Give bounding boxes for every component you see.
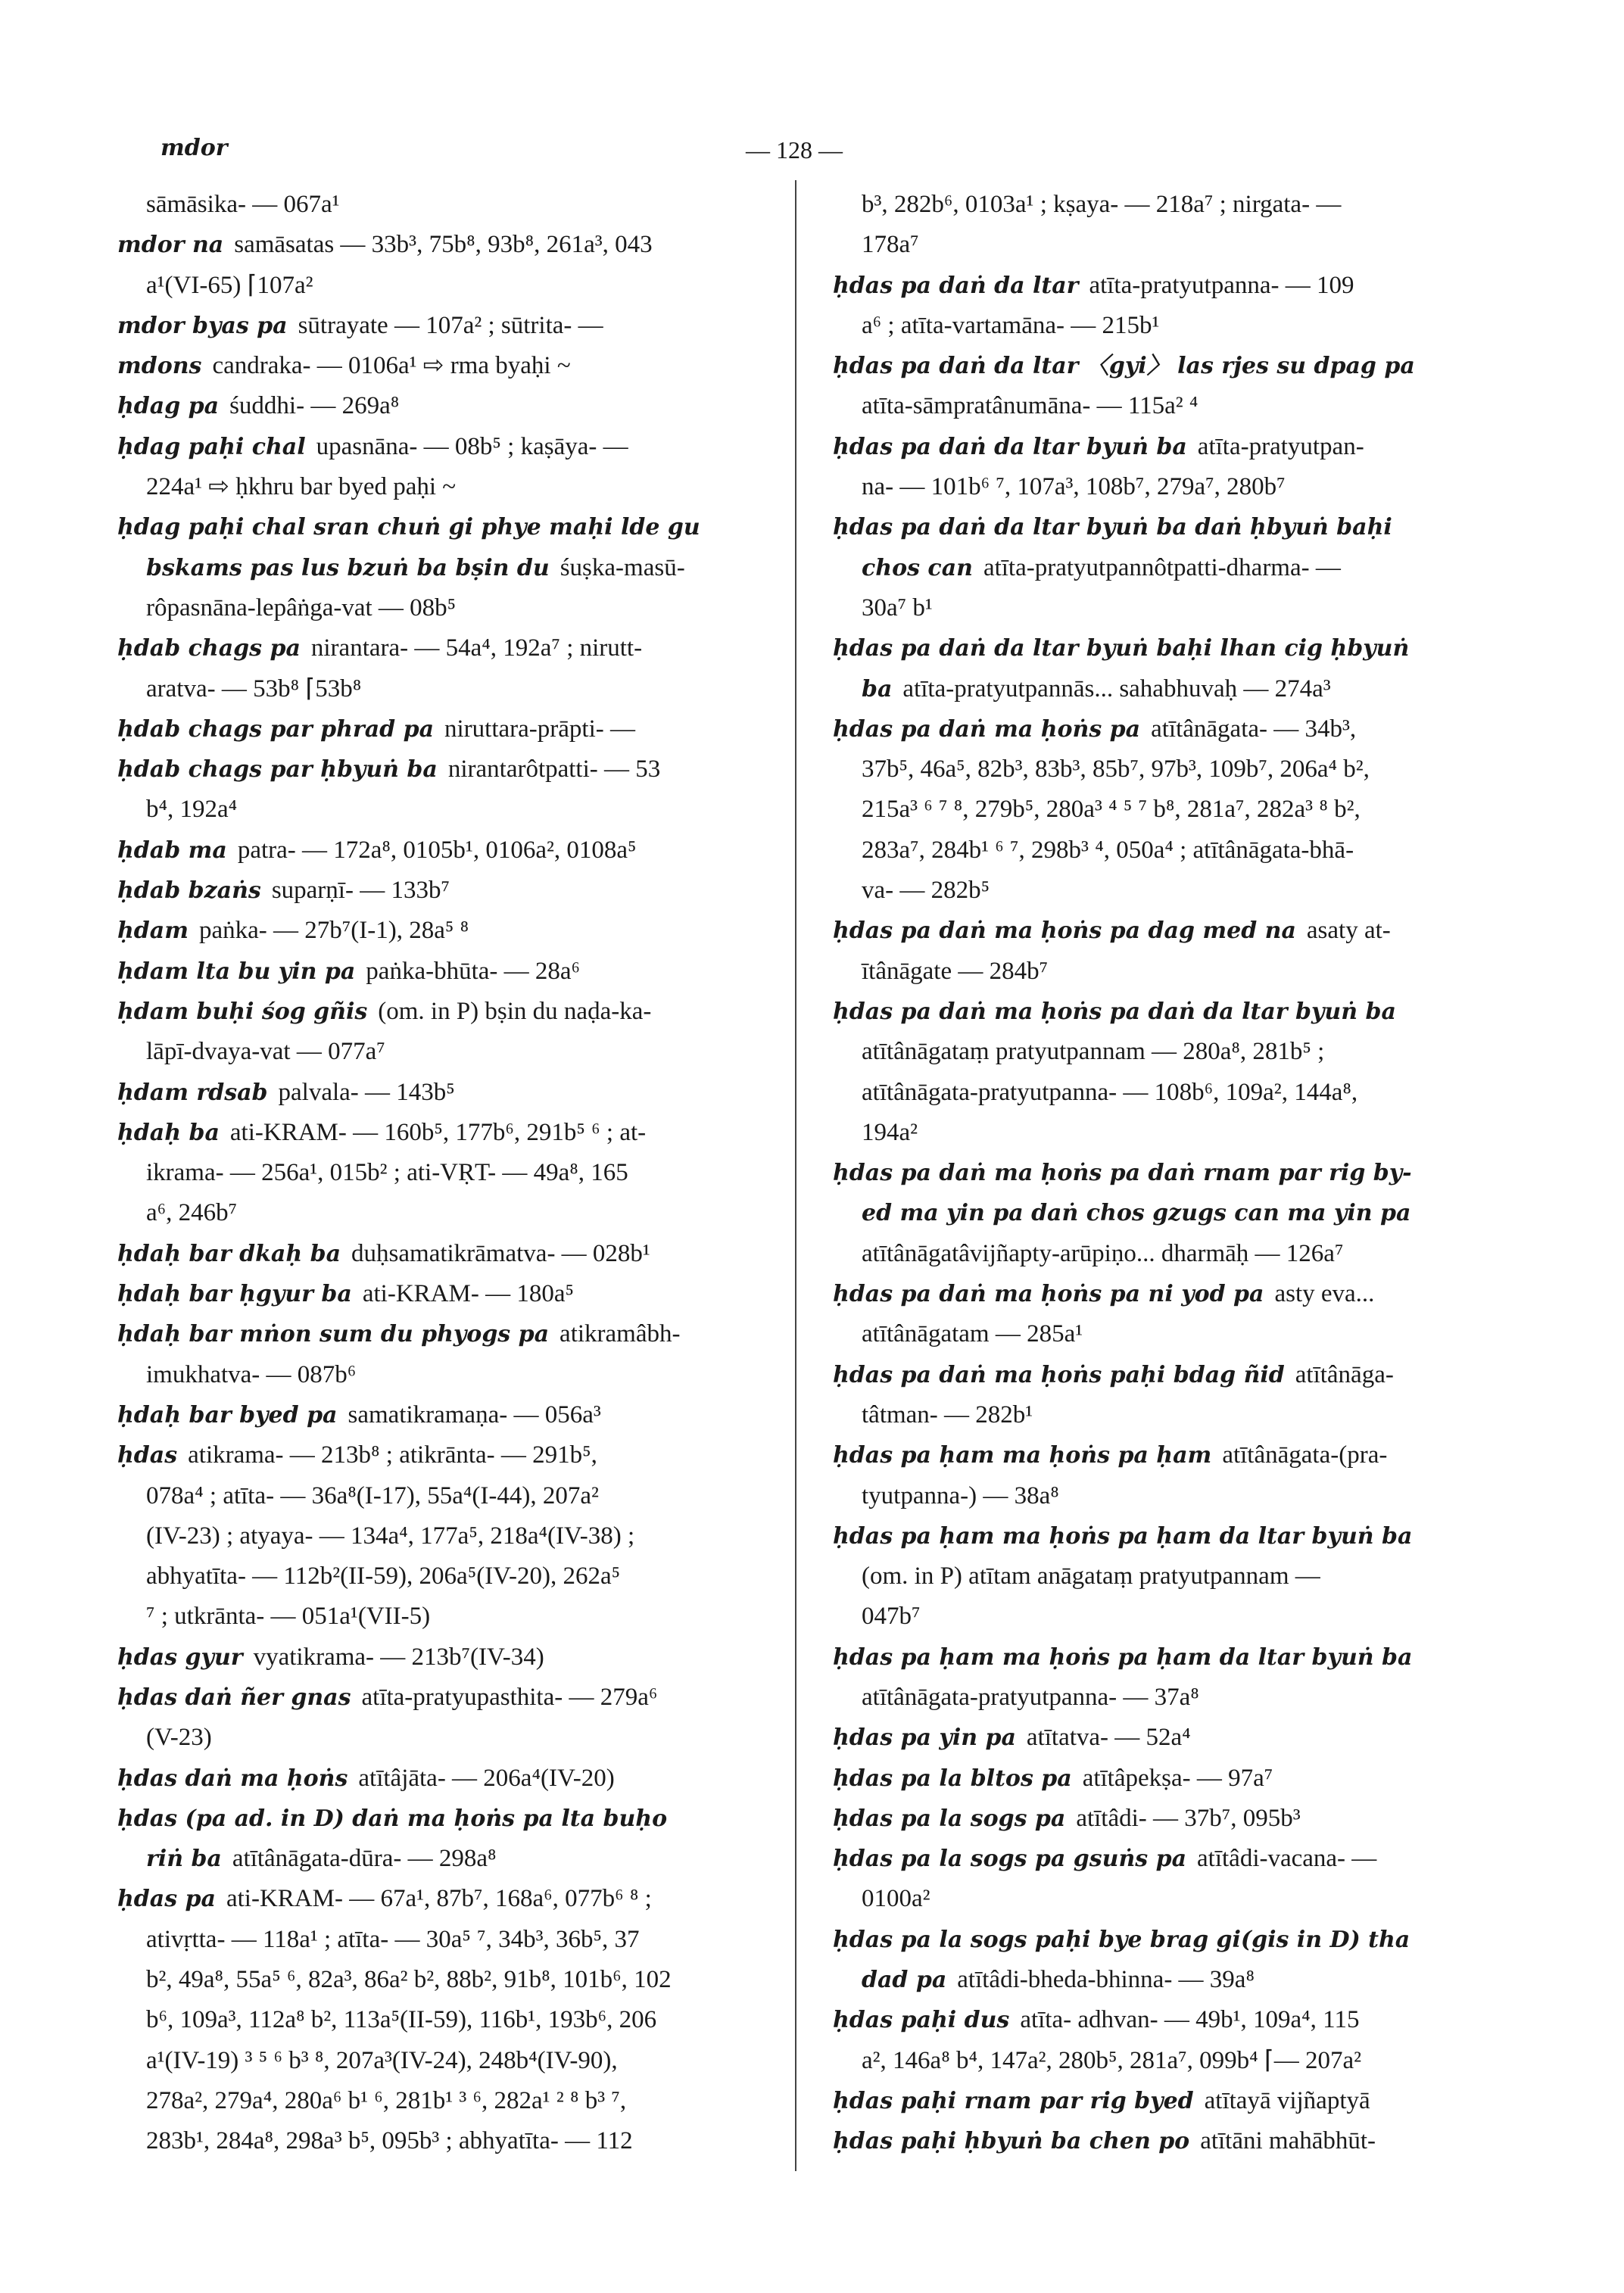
definition-text: ati-KRAM- — 160b⁵, 177b⁶, 291b⁵ ⁶ ; at- — [229, 1118, 647, 1146]
headword: ḥdas pa daṅ ma ḥoṅs paḥi bdag ñid — [833, 1361, 1285, 1388]
headword: ḥdas pa daṅ da ltar — [833, 272, 1079, 299]
definition-text: sūtrayate — 107a² ; sūtrita- — — [298, 311, 603, 339]
headword: ḥdas pa daṅ ma ḥoṅs pa daṅ rnam par rig by- — [833, 1160, 1412, 1187]
definition-text: atītânāga- — [1295, 1360, 1394, 1388]
entry-line — [117, 507, 821, 547]
entry-line — [117, 1879, 821, 1919]
entry-line — [117, 1435, 821, 1475]
entry-line — [117, 830, 821, 871]
definition-text: a⁶ ; atīta-vartamāna- — 215b¹ — [862, 311, 1160, 339]
definition-text: ⁷ ; utkrānta- — 051a¹(VII-5) — [146, 1603, 431, 1631]
definition-text: duḥsamatikrāmatva- — 028b¹ — [351, 1239, 650, 1267]
headword: ḥdag paḥi chal sran chuṅ gi phye maḥi lde gu — [117, 514, 700, 541]
definition-text: atītânāgata- — 34b³, — [1151, 715, 1357, 743]
continuation-line — [833, 1073, 1537, 1113]
definition-text: a², 146a⁸ b⁴, 147a², 280b⁵, 281a⁷, 099b⁴ ⌈— 207a² — [862, 2046, 1362, 2074]
definition-text: 178a⁷ — [862, 231, 919, 259]
entry-line — [117, 992, 821, 1032]
continuation-line — [833, 830, 1537, 871]
headword: ḥdaḥ bar mṅon sum du phyogs pa — [117, 1321, 550, 1348]
continuation-line — [833, 306, 1537, 346]
continuation-line — [833, 1314, 1537, 1354]
entry-line — [117, 1395, 821, 1435]
continuation-line — [833, 1678, 1537, 1718]
definition-text: lāpī-dvaya-vat — 077a⁷ — [146, 1038, 385, 1066]
definition-text: imukhatva- — 087b⁶ — [146, 1360, 357, 1388]
headword: ḥdas paḥi rnam par rig byed — [833, 2087, 1194, 2114]
continuation-line — [117, 1920, 821, 1960]
definition-text: atīta-pratyutpannās... sahabhuvaḥ — 274a³ — [902, 675, 1331, 703]
entry-line — [117, 346, 821, 386]
entry-line — [117, 1274, 821, 1314]
headword: ḥdab ma — [117, 837, 227, 864]
headword: ḥdab chags par phrad pa — [117, 715, 435, 743]
headword: ḥdas pa la sogs pa — [833, 1805, 1066, 1832]
entry-line — [833, 1435, 1537, 1475]
entry-line — [117, 1637, 821, 1678]
definition-text: vyatikrama- — 213b⁷(IV-34) — [253, 1643, 544, 1671]
left-column — [117, 185, 821, 2162]
entry-line — [833, 266, 1537, 306]
page-number: — 128 — — [746, 136, 843, 164]
entry-line — [117, 1113, 821, 1153]
headword: ḥdab bzaṅs — [117, 877, 261, 905]
definition-text: atīta-pratyutpan- — [1197, 432, 1364, 460]
definition-text: b³, 282b⁶, 0103a¹ ; kṣaya- — 218a⁷ ; nirgata- — — [862, 191, 1342, 218]
continuation-line — [117, 467, 821, 507]
headword: ḥdas pa daṅ ma ḥoṅs pa ni yod pa — [833, 1281, 1264, 1308]
headword: ḥdas daṅ ñer gnas — [117, 1684, 351, 1711]
definition-text: atikrama- — 213b⁸ ; atikrānta- — 291b⁵, — [188, 1441, 597, 1469]
headword: riṅ ba — [146, 1846, 222, 1873]
headword: ḥdas (pa ad. in D) daṅ ma ḥoṅs pa lta buḥo — [117, 1805, 668, 1832]
definition-text: patra- — 172a⁸, 0105b¹, 0106a², 0108a⁵ — [237, 836, 637, 864]
headword: ḥdab chags par ḥbyuṅ ba — [117, 756, 438, 784]
continuation-line — [117, 1032, 821, 1072]
definition-text: abhyatīta- — 112b²(II-59), 206a⁵(IV-20), 262a⁵ — [146, 1562, 621, 1590]
definition-text: niruttara-prāpti- — — [444, 715, 635, 743]
entry-line — [117, 1314, 821, 1354]
continuation-line — [833, 1032, 1537, 1072]
headword: ḥdas pa la sogs pa gsuṅs pa — [833, 1846, 1187, 1873]
entry-line — [117, 1073, 821, 1113]
entry-line — [833, 1637, 1537, 1678]
continuation-line — [117, 2000, 821, 2040]
headword: ḥdag pa — [117, 393, 220, 420]
continuation-line — [833, 1193, 1537, 1233]
definition-text: atītânāgata-dūra- — 298a⁸ — [232, 1845, 497, 1873]
headword: bskams pas lus bzuṅ ba bṣin du — [146, 554, 550, 581]
continuation-line — [833, 1234, 1537, 1274]
definition-text: atītâjāta- — 206a⁴(IV-20) — [358, 1764, 615, 1792]
continuation-line — [833, 185, 1537, 225]
headword: ḥdas pa ḥam ma ḥoṅs pa ḥam — [833, 1442, 1212, 1469]
definition-text: 37b⁵, 46a⁵, 82b³, 83b³, 85b⁷, 97b³, 109b⁷, 206a⁴ b², — [862, 756, 1370, 784]
headword: ḥdas pa daṅ da ltar byuṅ ba daṅ ḥbyuṅ baḥi — [833, 514, 1392, 541]
continuation-line — [833, 1113, 1537, 1153]
continuation-line — [833, 1476, 1537, 1516]
entry-line — [117, 952, 821, 992]
entry-line — [833, 1718, 1537, 1758]
continuation-line — [117, 548, 821, 588]
entry-line — [833, 2000, 1537, 2040]
definition-text: atītânāgata-(pra- — [1222, 1441, 1388, 1469]
definition-text: 194a² — [862, 1118, 918, 1146]
definition-text: 078a⁴ ; atīta- — 36a⁸(I-17), 55a⁴(I-44), 207a² — [146, 1481, 599, 1509]
definition-text: atītatva- — 52a⁴ — [1026, 1724, 1191, 1752]
entry-line — [117, 225, 821, 265]
headword: ba — [862, 675, 893, 703]
definition-text: atītânāgataṃ pratyutpannam — 280a⁸, 281b⁵ ; — [862, 1038, 1325, 1066]
headword: ḥdas paḥi ḥbyuṅ ba chen po — [833, 2128, 1190, 2155]
headword: mdor na — [117, 232, 224, 259]
continuation-line — [117, 1960, 821, 2000]
entry-line — [833, 992, 1537, 1032]
definition-text: upasnāna- — 08b⁵ ; kaṣāya- — — [316, 432, 628, 460]
definition-text: atītânāgata-pratyutpanna- — 108b⁶, 109a², 144a⁸, — [862, 1078, 1358, 1106]
definition-text: ativṛtta- — 118a¹ ; atīta- — 30a⁵ ⁷, 34b³, 36b⁵, 37 — [146, 1925, 640, 1953]
continuation-line — [833, 588, 1537, 628]
entry-line — [833, 2081, 1537, 2121]
definition-text: atītânāgatam — 285a¹ — [862, 1320, 1083, 1348]
entry-line — [117, 306, 821, 346]
definition-text: a⁶, 246b⁷ — [146, 1199, 238, 1227]
continuation-line — [117, 1597, 821, 1637]
headword: ḥdag paḥi chal — [117, 433, 306, 460]
entry-line — [833, 628, 1537, 668]
definition-text: samatikramaṇa- — 056a³ — [348, 1400, 601, 1428]
continuation-line — [117, 185, 821, 225]
continuation-line — [117, 1839, 821, 1879]
definition-text: atīta-sāmpratânumāna- — 115a² ⁴ — [862, 392, 1199, 420]
definition-text: ati-KRAM- — 67a¹, 87b⁷, 168a⁶, 077b⁶ ⁸ ; — [226, 1885, 652, 1913]
definition-text: atītâdi-bheda-bhinna- — 39a⁸ — [957, 1966, 1255, 1994]
entry-line — [833, 709, 1537, 749]
continuation-line — [117, 588, 821, 628]
definition-text: atītânāgata-pratyutpanna- — 37a⁸ — [862, 1683, 1199, 1711]
headword: ḥdas pa daṅ da ltar byuṅ baḥi lhan cig ḥbyuṅ — [833, 635, 1410, 662]
headword: ḥdam buḥi śog gñis — [117, 998, 368, 1025]
continuation-line — [117, 1355, 821, 1395]
definition-text: va- — 282b⁵ — [862, 877, 990, 905]
entry-line — [117, 1678, 821, 1718]
entry-line — [833, 2121, 1537, 2161]
continuation-line — [833, 386, 1537, 426]
definition-text: tâtman- — 282b¹ — [862, 1400, 1033, 1428]
continuation-line — [117, 1193, 821, 1233]
definition-text: 30a⁷ b¹ — [862, 594, 933, 622]
headword: mdor byas pa — [117, 312, 288, 339]
definition-text: 283a⁷, 284b¹ ⁶ ⁷, 298b³ ⁴, 050a⁴ ; atītânāgata-bhā- — [862, 836, 1354, 864]
entry-line — [833, 1274, 1537, 1314]
entry-line — [117, 628, 821, 668]
definition-text: ikrama- — 256a¹, 015b² ; ati-VṚT- — 49a⁸, 165 — [146, 1159, 628, 1187]
definition-text: aratva- — 53b⁸ ⌈53b⁸ — [146, 675, 362, 703]
continuation-line — [833, 790, 1537, 830]
definition-text: palvala- — 143b⁵ — [278, 1078, 455, 1106]
definition-text: ati-KRAM- — 180a⁵ — [362, 1280, 574, 1308]
entry-line — [117, 1759, 821, 1799]
definition-text: atītâdi-vacana- — — [1197, 1845, 1377, 1873]
continuation-line — [833, 2041, 1537, 2081]
definition-text: paṅka- — 27b⁷(I-1), 28a⁵ ⁸ — [198, 917, 469, 945]
continuation-line — [833, 871, 1537, 911]
headword: ḥdam lta bu yin pa — [117, 958, 356, 985]
definition-text: (om. in P) bṣin du naḍa-ka- — [378, 997, 652, 1025]
headword: ḥdaḥ ba — [117, 1119, 220, 1146]
continuation-line — [833, 1395, 1537, 1435]
headword: ḥdam — [117, 918, 189, 945]
continuation-line — [117, 1476, 821, 1516]
continuation-line — [833, 548, 1537, 588]
definition-text: asty eva... — [1274, 1280, 1375, 1308]
headword: ḥdas pa daṅ ma ḥoṅs pa daṅ da ltar byuṅ ba — [833, 998, 1396, 1025]
continuation-line — [833, 1597, 1537, 1637]
headword: ḥdas pa ḥam ma ḥoṅs pa ḥam da ltar byuṅ ba — [833, 1643, 1413, 1671]
continuation-line — [117, 1556, 821, 1597]
continuation-line — [117, 669, 821, 709]
headword: ḥdas pa — [117, 1886, 216, 1913]
definition-text: a¹(VI-65) ⌈107a² — [146, 271, 313, 299]
definition-text: atikramâbh- — [560, 1320, 681, 1348]
definition-text: b², 49a⁸, 55a⁵ ⁶, 82a³, 86a² b², 88b², 91b⁸, 101b⁶, 102 — [146, 1966, 672, 1994]
definition-text: atītāni mahābhūt- — [1200, 2127, 1376, 2155]
running-head: mdor — [161, 135, 228, 161]
headword: ḥdas pa daṅ da ltar byuṅ ba — [833, 433, 1187, 460]
continuation-line — [117, 1516, 821, 1556]
definition-text: 224a¹ ⇨ ḥkhru bar byed paḥi ~ — [146, 473, 457, 501]
entry-line — [117, 386, 821, 426]
headword: ḥdas paḥi dus — [833, 2007, 1010, 2034]
entry-line — [833, 911, 1537, 951]
headword: ḥdas — [117, 1442, 178, 1469]
entry-line — [117, 911, 821, 951]
definition-text: asaty at- — [1306, 917, 1391, 945]
continuation-line — [833, 669, 1537, 709]
continuation-line — [833, 1879, 1537, 1919]
definition-text: paṅka-bhūta- — 28a⁶ — [366, 957, 581, 985]
headword: dad pa — [862, 1967, 947, 1994]
definition-text: atītâdi- — 37b⁷, 095b³ — [1076, 1804, 1301, 1832]
definition-text: na- — 101b⁶ ⁷, 107a³, 108b⁷, 279a⁷, 280b⁷ — [862, 473, 1286, 501]
definition-text: 047b⁷ — [862, 1603, 921, 1631]
entry-line — [833, 1516, 1537, 1556]
continuation-line — [833, 1556, 1537, 1597]
continuation-line — [117, 790, 821, 830]
definition-text: nirantara- — 54a⁴, 192a⁷ ; nirutt- — [310, 634, 643, 662]
definition-text: b⁶, 109a³, 112a⁸ b², 113a⁵(II-59), 116b¹, 193b⁶, 206 — [146, 2006, 657, 2034]
headword: ḥdas pa la sogs paḥi bye brag gi(gis in D) tha — [833, 1926, 1410, 1953]
definition-text: śuṣka-masū- — [560, 553, 685, 581]
definition-text: (V-23) — [146, 1724, 212, 1752]
headword: ḥdas pa yin pa — [833, 1724, 1016, 1752]
definition-text: b⁴, 192a⁴ — [146, 796, 238, 824]
entry-line — [117, 427, 821, 467]
continuation-line — [117, 1153, 821, 1193]
headword: ḥdas pa daṅ ma ḥoṅs pa — [833, 715, 1141, 743]
continuation-line — [833, 225, 1537, 265]
definition-text: samāsatas — 33b³, 75b⁸, 93b⁸, 261a³, 043 — [234, 231, 653, 259]
entry-line — [833, 427, 1537, 467]
continuation-line — [833, 1960, 1537, 2000]
headword: ed ma yin pa daṅ chos gzugs can ma yin pa — [862, 1200, 1411, 1227]
definition-text: tyutpanna-) — 38a⁸ — [862, 1481, 1059, 1509]
headword: ḥdas pa ḥam ma ḥoṅs pa ḥam da ltar byuṅ ba — [833, 1522, 1413, 1550]
entry-line — [833, 346, 1537, 386]
definition-text: rôpasnāna-lepâṅga-vat — 08b⁵ — [146, 594, 457, 622]
headword: ḥdas pa la bltos pa — [833, 1765, 1072, 1792]
definition-text: 215a³ ⁶ ⁷ ⁸, 279b⁵, 280a³ ⁴ ⁵ ⁷ b⁸, 281a⁷, 282a³ ⁸ b², — [862, 796, 1361, 824]
definition-text: (om. in P) atītam anāgataṃ pratyutpannam — — [862, 1562, 1320, 1590]
entry-line — [833, 1920, 1537, 1960]
entry-line — [833, 1759, 1537, 1799]
headword: ḥdaḥ bar dkaḥ ba — [117, 1240, 341, 1267]
definition-text: candraka- — 0106a¹ ⇨ rma byaḥi ~ — [212, 352, 571, 380]
continuation-line — [117, 2041, 821, 2081]
entry-line — [833, 1355, 1537, 1395]
continuation-line — [117, 2081, 821, 2121]
headword: ḥdam rdsab — [117, 1079, 268, 1106]
definition-text: 0100a² — [862, 1885, 930, 1913]
headword: ḥdas pa daṅ ma ḥoṅs pa dag med na — [833, 918, 1296, 945]
definition-text: śuddhi- — 269a⁸ — [229, 392, 400, 420]
definition-text: atītayā vijñaptyā — [1204, 2086, 1370, 2114]
entry-line — [833, 1839, 1537, 1879]
definition-text: (IV-23) ; atyaya- — 134a⁴, 177a⁵, 218a⁴(IV-38) ; — [146, 1522, 635, 1550]
definition-text: atīta- adhvan- — 49b¹, 109a⁴, 115 — [1020, 2006, 1360, 2034]
continuation-line — [117, 1718, 821, 1758]
entry-line — [117, 1799, 821, 1839]
entry-line — [117, 871, 821, 911]
continuation-line — [833, 467, 1537, 507]
definition-text: atītânāgatâvijñapty-arūpiṇo... dharmāḥ — 126a⁷ — [862, 1239, 1344, 1267]
definition-text: 283b¹, 284a⁸, 298a³ b⁵, 095b³ ; abhyatīta- — 112 — [146, 2127, 633, 2155]
headword: ḥdaḥ bar ḥgyur ba — [117, 1281, 352, 1308]
entry-line — [833, 507, 1537, 547]
headword: chos can — [862, 554, 973, 581]
headword: mdons — [117, 353, 202, 380]
entry-line — [117, 709, 821, 749]
definition-text: atītâpekṣa- — 97a⁷ — [1082, 1764, 1273, 1792]
continuation-line — [833, 952, 1537, 992]
entry-line — [833, 1799, 1537, 1839]
entry-line — [833, 1153, 1537, 1193]
headword: ḥdas gyur — [117, 1643, 243, 1671]
continuation-line — [117, 2121, 821, 2161]
continuation-line — [117, 266, 821, 306]
definition-text: ītânāgate — 284b⁷ — [862, 957, 1049, 985]
headword: ḥdas daṅ ma ḥoṅs — [117, 1765, 348, 1792]
definition-text: atīta-pratyutpannôtpatti-dharma- — — [983, 553, 1341, 581]
right-column — [833, 185, 1537, 2162]
definition-text: nirantarôtpatti- — 53 — [447, 756, 661, 784]
continuation-line — [833, 749, 1537, 790]
entry-line — [117, 1234, 821, 1274]
entry-line — [117, 749, 821, 790]
definition-text: atīta-pratyupasthita- — 279a⁶ — [361, 1683, 658, 1711]
definition-text: atīta-pratyutpanna- — 109 — [1089, 271, 1354, 299]
headword: ḥdab chags pa — [117, 635, 301, 662]
definition-text: suparṇī- — 133b⁷ — [271, 877, 450, 905]
headword: ḥdaḥ bar byed pa — [117, 1401, 338, 1428]
headword: ḥdas pa daṅ da ltar 〈gyi〉 las rjes su dpag pa — [833, 353, 1415, 380]
definition-text: sāmāsika- — 067a¹ — [146, 191, 340, 218]
definition-text: 278a², 279a⁴, 280a⁶ b¹ ⁶, 281b¹ ³ ⁶, 282a¹ ² ⁸ b³ ⁷, — [146, 2086, 627, 2114]
definition-text: a¹(IV-19) ³ ⁵ ⁶ b³ ⁸, 207a³(IV-24), 248b⁴(IV-90), — [146, 2046, 618, 2074]
